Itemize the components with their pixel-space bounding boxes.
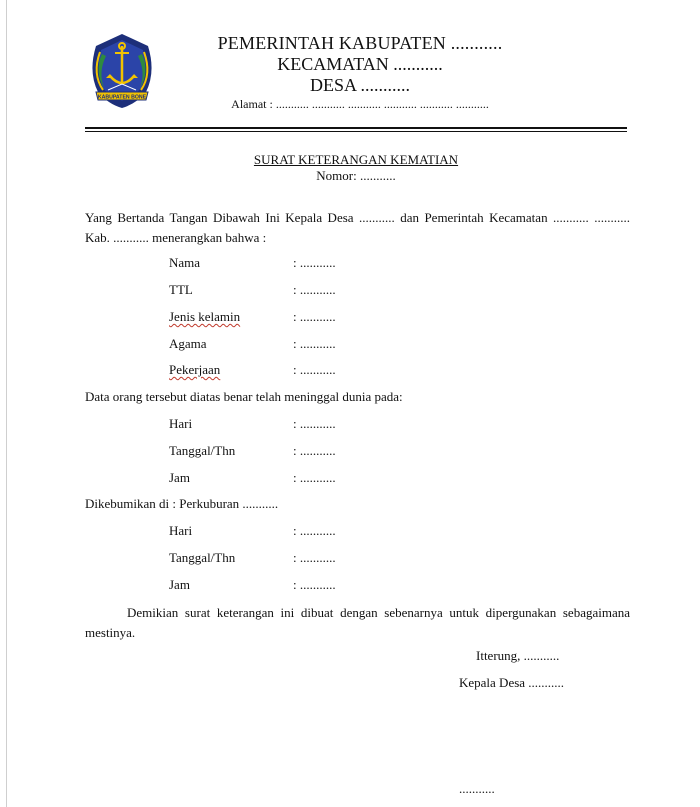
header-rule-thin [85,131,627,132]
header-address: Alamat : ........... ........... ........... ........... ........... ........... [231,97,489,111]
header-rule-thick [85,127,627,129]
header-district: KECAMATAN ........... [277,54,443,74]
place-date: Itterung, ........... [476,648,560,663]
field-value-agama: : ........... [293,336,336,351]
burial-statement: Dikebumikan di : Perkuburan ........... [85,496,279,511]
burial-label-jam: Jam [169,577,190,592]
intro-paragraph: Yang Bertanda Tangan Dibawah Ini Kepala Desa ........... dan Pemerintah Kecamatan ........... ........... Kab. ........... menerangkan bahwa : [85,210,630,245]
field-label-nama: Nama [169,255,201,270]
death-label-jam: Jam [169,470,190,485]
header-village: DESA ........... [309,75,410,95]
death-statement: Data orang tersebut diatas benar telah meninggal dunia pada: [85,389,403,404]
field-label-pekerjaan: Pekerjaan [169,362,221,377]
logo-caption: KABUPATEN BONE [97,94,147,101]
field-value-pekerjaan: : ........... [293,362,336,377]
burial-label-hari: Hari [169,523,193,538]
field-value-nama: : ........... [293,255,336,270]
closing-paragraph: Demikian surat keterangan ini dibuat dengan sebenarnya untuk dipergunakan sebagaimana mestinya. [85,605,630,640]
page-edge [6,0,7,807]
death-value-jam: : ........... [293,470,336,485]
signer-title: Kepala Desa ........... [459,675,565,690]
letter-number: Nomor: ........... [316,168,396,183]
field-value-jenis-kelamin: : ........... [293,309,336,324]
header-government: PEMERINTAH KABUPATEN ........... [217,33,503,53]
field-value-ttl: : ........... [293,282,336,297]
burial-value-hari: : ........... [293,523,336,538]
death-value-tanggal: : ........... [293,443,336,458]
field-label-jenis-kelamin: Jenis kelamin [169,309,241,324]
burial-label-tanggal: Tanggal/Thn [169,550,236,565]
death-label-tanggal: Tanggal/Thn [169,443,236,458]
burial-value-tanggal: : ........... [293,550,336,565]
signer-name: ........... [459,781,495,796]
field-label-agama: Agama [169,336,207,351]
death-value-hari: : ........... [293,416,336,431]
letter-title: SURAT KETERANGAN KEMATIAN [253,152,459,167]
death-label-hari: Hari [169,416,193,431]
field-label-ttl: TTL [169,282,193,297]
burial-value-jam: : ........... [293,577,336,592]
